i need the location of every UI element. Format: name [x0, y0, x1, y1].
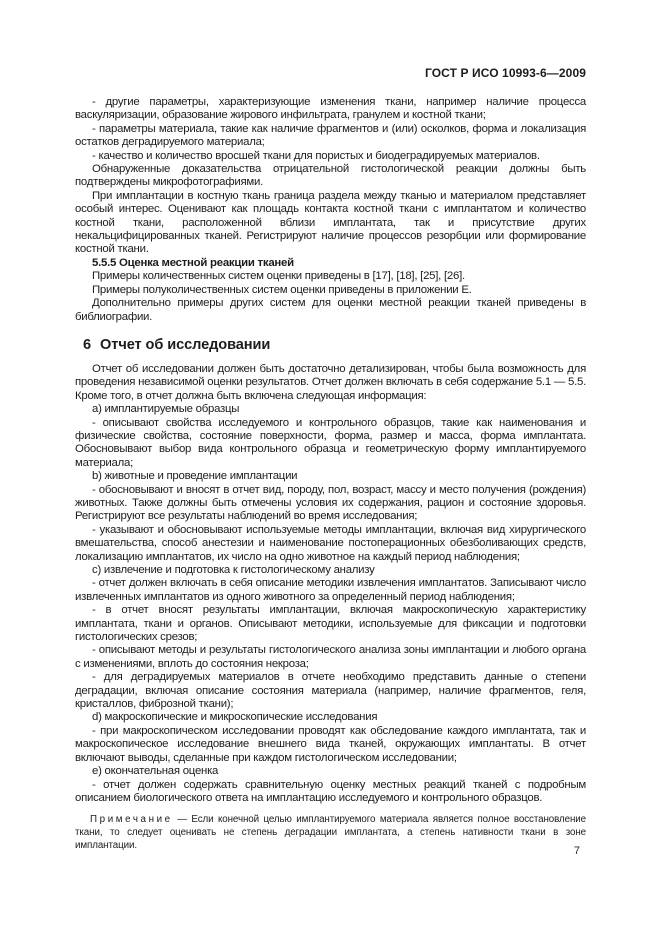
note-paragraph: Примечание — Если конечной целью имплантируемого материала является полное восстановление ткани, то следует оценивать не степень деградации имплантата, а степень нативности ткани в зоне имплантации.: [75, 814, 586, 851]
note-label: Примечание: [90, 814, 173, 826]
page-content: [75, 66, 586, 852]
paragraph: При имплантации в костную ткань граница раздела между тканью и материалом представляет особый интерес. Оценивают как площадь контакта костной ткани с имплантатом и количество костной ткани, расположенной вблизи имплантата, так и присутствие других некальцифицированных тканей. Регистрируют наличие процессов резорбции или формирование костной ткани.: [75, 189, 586, 256]
list-item: a) имплантируемые образцы: [92, 403, 240, 416]
document-body: [75, 96, 586, 852]
standard-code-header: ГОСТ Р ИСО 10993-6—2009: [424, 66, 586, 80]
paragraph: Примеры количественных систем оценки приведены в [17], [18], [25], [26].: [92, 270, 465, 283]
page-number: 7: [573, 845, 580, 857]
paragraph: - для деградируемых материалов в отчете необходимо представить данные о степени деградации, включая описание состояния материала (например, наличие фрагментов, геля, кристаллов, фиброзной ткани);: [75, 671, 586, 711]
section-number: 6: [83, 336, 92, 353]
paragraph: - качество и количество вросшей ткани для пористых и биодеградируемых материалов.: [92, 149, 540, 162]
paragraph: - описывают свойства исследуемого и контрольного образцов, такие как наименования и физические свойства, состояние поверхности, форма, размер и масса, форма имплантата. Обосновывают выбор вида контрольного образца и геометрическую форму имплантируемого материала;: [75, 416, 586, 469]
paragraph: - описывают методы и результаты гистологического анализа зоны имплантации и любого органа с изменениями, вплоть до состояния некроза;: [75, 644, 586, 670]
paragraph: Дополнительно примеры других систем для оценки местной реакции тканей приведены в библиографии.: [75, 297, 586, 323]
section-title: Отчет об исследовании: [100, 336, 271, 353]
paragraph: - в отчет вносят результаты имплантации, включая макроскопическую характеристику имплантата, ткани и органов. Описывают методики, используемые для фиксации и подготовки гистологических срезов;: [75, 604, 586, 644]
list-item: c) извлечение и подготовка к гистологическому анализу: [92, 564, 375, 576]
paragraph: - другие параметры, характеризующие изменения ткани, например наличие процесса васкуляризации, образование жирового инфильтрата, гранулем и костной ткани;: [75, 96, 586, 122]
paragraph: - указывают и обосновывают используемые методы имплантации, включая вид хирургического вмешательства, способ анестезии и наименование постоперационных обезболивающих средств, локализацию имплантатов, их число на одно животное на каждый период наблюдения;: [75, 523, 586, 563]
paragraph: Примеры полуколичественных систем оценки приведены в приложении Е.: [92, 283, 472, 296]
list-item: d) макроскопические и микроскопические исследования: [92, 711, 378, 724]
paragraph: Обнаруженные доказательства отрицательной гистологической реакции должны быть подтверждены микрофотографиями.: [75, 163, 586, 189]
subclause-heading: 5.5.5 Оценка местной реакции тканей: [92, 256, 294, 269]
paragraph: Отчет об исследовании должен быть достаточно детализирован, чтобы была возможность для проведения независимой оценки результатов. Отчет должен включать в себя содержание 5.1 — 5.5. Кроме того, в отчет должна быть включена следующая информация:: [75, 362, 586, 402]
list-item: b) животные и проведение имплантации: [92, 470, 298, 483]
paragraph: - параметры материала, такие как наличие фрагментов и (или) осколков, форма и локализация остатков деградируемого материала;: [75, 122, 586, 149]
paragraph: - отчет должен включать в себя описание методики извлечения имплантатов. Записывают число извлеченных имплантатов из одного животного за определенный период наблюдения;: [75, 577, 586, 603]
section-heading: [83, 336, 586, 354]
paragraph: - отчет должен содержать сравнительную оценку местных реакций тканей с подробным описанием биологического ответа на имплантацию исследуемого и контрольного образцов.: [75, 778, 586, 804]
paragraph: - при макроскопическом исследовании проводят как обследование каждого имплантата, так и макроскопическое исследование внешнего вида тканей, окружающих имплантаты. В отчет включают выводы, сделанные при каждом гистологическом исследовании;: [75, 724, 586, 764]
list-item: e) окончательная оценка: [92, 765, 219, 778]
paragraph: - обосновывают и вносят в отчет вид, породу, пол, возраст, массу и место получения (рождения) животных. Также должны быть отмечены условия их содержания, рацион и состояние здоровья. Регистрируют все результаты наблюдений во время исследования;: [75, 483, 586, 523]
